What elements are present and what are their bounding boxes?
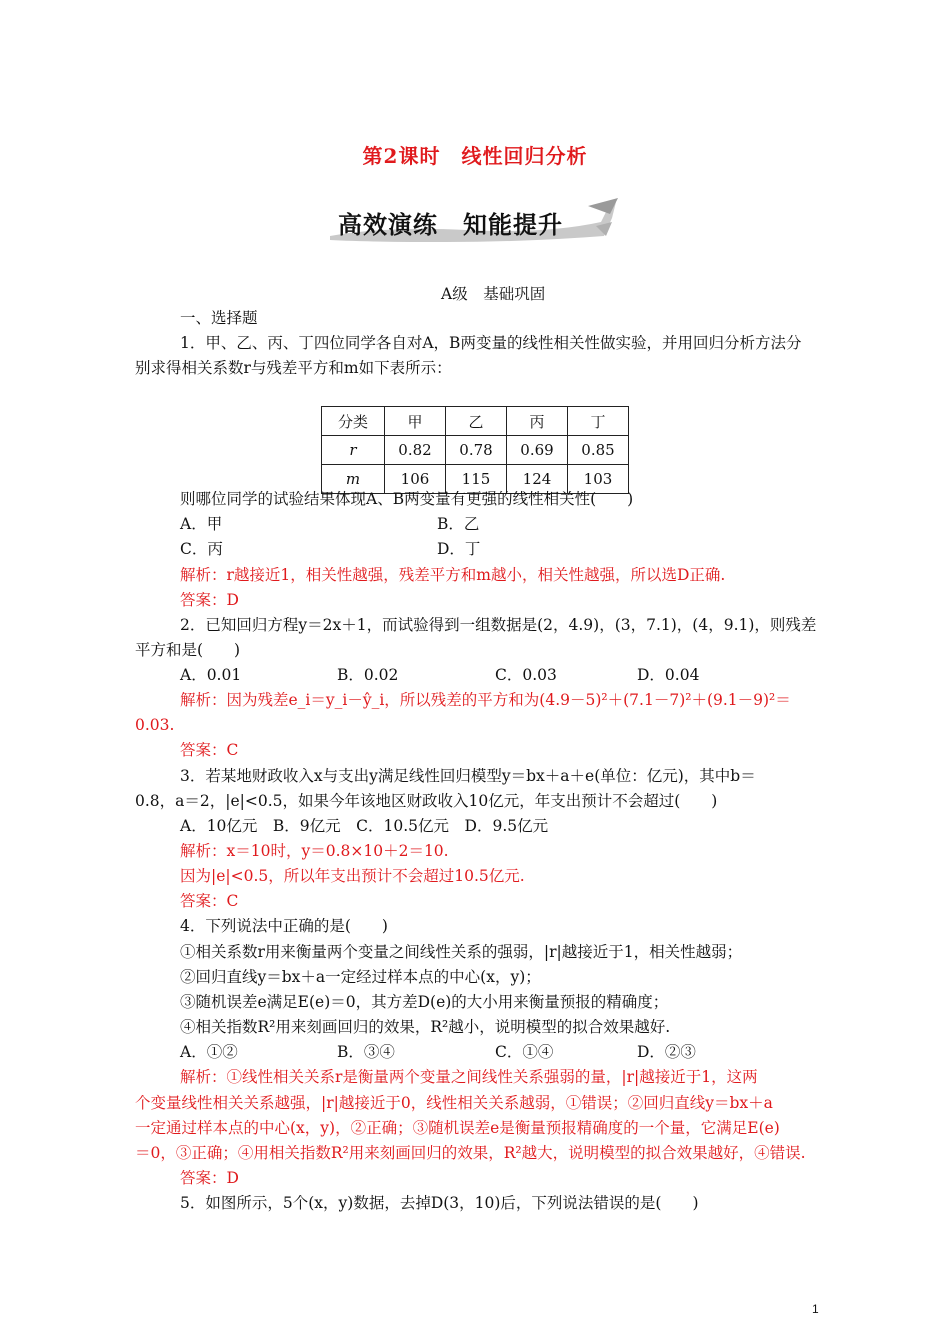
- table-cell: 丙: [507, 407, 568, 436]
- table-cell: 甲: [385, 407, 446, 436]
- table-cell: m: [322, 465, 385, 494]
- table-cell: 0.82: [385, 436, 446, 465]
- q4-item: ③随机误差e满足E(e)＝0，其方差D(e)的大小用来衡量预报的精确度；: [180, 993, 669, 1011]
- q3-stem-line1: 3．若某地财政收入x与支出y满足线性回归模型y＝bx＋a＋e(单位：亿元)，其中b＝: [180, 767, 756, 785]
- q2-stem-line2: 平方和是( ): [135, 641, 241, 659]
- section-heading: 一、选择题: [180, 309, 258, 327]
- table-cell: 分类: [322, 407, 385, 436]
- q1-question: 则哪位同学的试验结果体现A、B两变量有更强的线性相关性( ): [180, 490, 634, 508]
- q1-option-a: A．甲: [180, 515, 223, 533]
- q1-option-d: D．丁: [437, 540, 481, 558]
- q4-analysis-line: 解析：①线性相关关系r是衡量两个变量之间线性关系强弱的量，|r|越接近于1，这两: [180, 1068, 758, 1086]
- table-cell: 115: [446, 465, 507, 494]
- table-cell: 0.85: [568, 436, 629, 465]
- level-heading: A级 基础巩固: [441, 285, 546, 303]
- q2-option-c: C．0.03: [495, 666, 557, 684]
- q3-analysis-line1: 解析：x＝10时，y＝0.8×10＋2＝10.: [180, 842, 449, 860]
- table-cell: 0.78: [446, 436, 507, 465]
- q4-stem: 4．下列说法中正确的是( ): [180, 917, 388, 935]
- q2-option-a: A．0.01: [180, 666, 242, 684]
- q1-answer: 答案：D: [180, 591, 239, 609]
- q4-answer: 答案：D: [180, 1169, 239, 1187]
- table-cell: 乙: [446, 407, 507, 436]
- banner-text: 高效演练 知能提升: [338, 211, 563, 239]
- page-number: 1: [812, 1302, 819, 1316]
- q4-item: ④相关指数R²用来刻画回归的效果，R²越小，说明模型的拟合效果越好.: [180, 1018, 671, 1036]
- q4-analysis-line: 个变量线性相关关系越强，|r|越接近于0，线性相关关系越弱，①错误；②回归直线y＝bx＋a: [135, 1094, 773, 1112]
- table-cell: 103: [568, 465, 629, 494]
- q4-item: ②回归直线y＝bx＋a一定经过样本点的中心(x，y)；: [180, 968, 541, 986]
- q2-stem-line1: 2．已知回归方程y＝2x＋1，而试验得到一组数据是(2，4.9)，(3，7.1)，(4，9.1)，则残差: [180, 616, 817, 634]
- q3-analysis-line2: 因为|e|<0.5，所以年支出预计不会超过10.5亿元.: [180, 867, 525, 885]
- table-cell: r: [322, 436, 385, 465]
- q4-option-b: B．③④: [337, 1043, 395, 1061]
- q4-option-d: D．②③: [637, 1043, 696, 1061]
- data-table: [321, 406, 629, 494]
- q1-option-b: B．乙: [437, 515, 480, 533]
- table-header-row: [322, 407, 629, 436]
- table-cell: 124: [507, 465, 568, 494]
- q1-stem-line1: 1．甲、乙、丙、丁四位同学各自对A，B两变量的线性相关性做实验，并用回归分析方法分: [180, 334, 802, 352]
- q2-option-d: D．0.04: [637, 666, 700, 684]
- q2-option-b: B．0.02: [337, 666, 399, 684]
- q3-options: A．10亿元 B．9亿元 C．10.5亿元 D．9.5亿元: [180, 817, 549, 835]
- q1-option-c: C．丙: [180, 540, 223, 558]
- q3-stem-line2: 0.8，a＝2，|e|<0.5，如果今年该地区财政收入10亿元，年支出预计不会超过( ): [135, 792, 718, 810]
- q2-analysis-line2: 0.03.: [135, 716, 175, 734]
- table-cell: 0.69: [507, 436, 568, 465]
- q4-analysis-line: 一定通过样本点的中心(x，y)，②正确；③随机误差e是衡量预报精确度的一个量，它满足E(e): [135, 1119, 780, 1137]
- table-cell: 丁: [568, 407, 629, 436]
- lesson-title: 第2课时 线性回归分析: [362, 144, 588, 168]
- q3-answer: 答案：C: [180, 892, 239, 910]
- q4-item: ①相关系数r用来衡量两个变量之间线性关系的强弱，|r|越接近于1，相关性越弱；: [180, 943, 743, 961]
- table-cell: 106: [385, 465, 446, 494]
- q4-analysis-line: ＝0，③正确；④用相关指数R²用来刻画回归的效果，R²越大，说明模型的拟合效果越好，④错误.: [135, 1144, 806, 1162]
- q1-analysis: 解析：r越接近1，相关性越强，残差平方和m越小，相关性越强，所以选D正确.: [180, 566, 726, 584]
- q4-option-a: A．①②: [180, 1043, 238, 1061]
- q2-analysis-line1: 解析：因为残差e_i＝y_i－ŷ_i，所以残差的平方和为(4.9－5)²＋(7.1－7)²＋(9.1－9)²＝: [180, 691, 791, 709]
- table-row: [322, 436, 629, 465]
- q4-option-c: C．①④: [495, 1043, 554, 1061]
- q2-answer: 答案：C: [180, 741, 239, 759]
- q1-stem-line2: 别求得相关系数r与残差平方和m如下表所示：: [135, 359, 452, 377]
- q5-stem: 5．如图所示，5个(x，y)数据，去掉D(3，10)后，下列说法错误的是( ): [180, 1194, 699, 1212]
- section-banner: [326, 196, 626, 248]
